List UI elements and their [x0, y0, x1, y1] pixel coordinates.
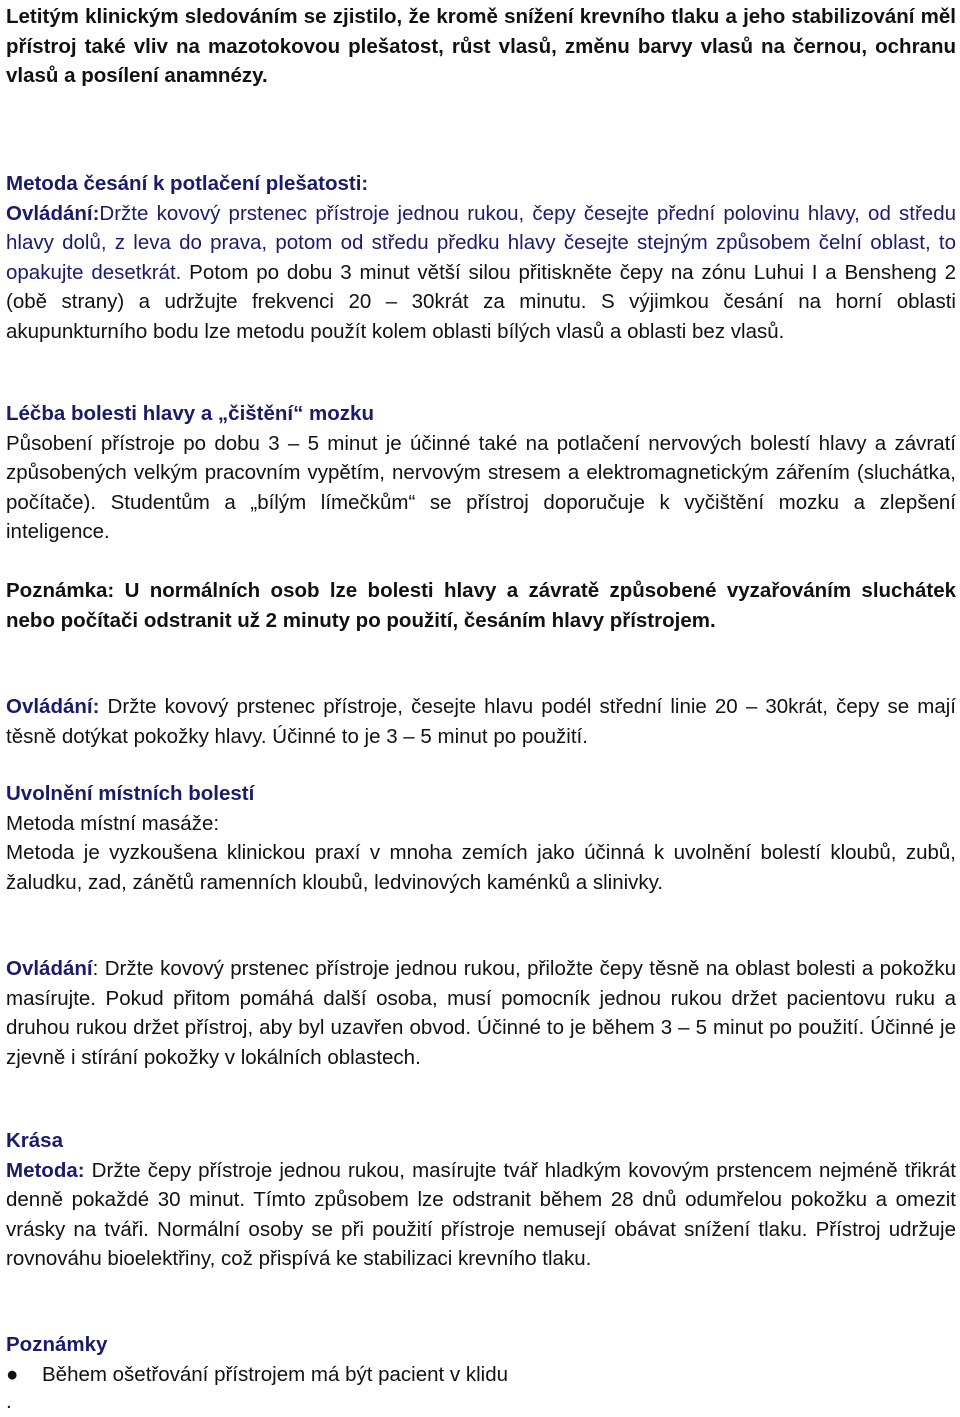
control1-paragraph [6, 692, 956, 751]
baldness-paragraph [6, 199, 956, 347]
headache-paragraph: Působení přístroje po dobu 3 – 5 minut je účinné také na potlačení nervových bolestí hlavy a závratí způsobených velkým pracovním vypětím, nervovým stresem a elektromagnetickým zářením (sluchátka, počítače). Studentům a „bílým límečkům“ se přístroj doporučuje k vyčištění mozku a zlepšení inteligence. [6, 431, 956, 543]
beauty-heading: Krása [6, 1129, 63, 1152]
baldness-section [6, 169, 956, 346]
headache-heading: Léčba bolesti hlavy a „čištění“ mozku [6, 402, 374, 425]
beauty-method-label: Metoda: [6, 1158, 85, 1182]
beauty-section [6, 1126, 956, 1274]
baldness-text-a: Držte kovový prstenec přístroje jednou rukou, čepy česejte přední polovinu hlavy, od středu hlavy dolů, z leva do prava, potom od středu předku hlavy česejte stejným způsobem čelní oblast, to opakujte desetkrát. [6, 201, 956, 284]
headache-section [6, 399, 956, 547]
pain-heading: Uvolnění místních bolestí [6, 782, 255, 805]
beauty-paragraph [6, 1156, 956, 1274]
control1-label: Ovládání: [6, 695, 100, 718]
control2-label: Ovládání [6, 957, 93, 980]
trailing-dot: . [6, 1390, 12, 1413]
bullet-icon: ● [6, 1363, 19, 1386]
baldness-heading: Metoda česání k potlačení plešatosti: [6, 172, 369, 195]
baldness-text-b: Potom po dobu 3 minut větší silou přitiskněte čepy na zónu Luhui I a Bensheng 2 (obě strany) a udržujte frekvenci 20 – 30krát za minutu. S výjimkou česání na horní oblasti akupunkturního bodu lze metodu použít kolem oblasti bílých vlasů a oblasti bez vlasů. [6, 260, 956, 343]
note-paragraph: Poznámka: U normálních osob lze bolesti hlavy a závratě způsobené vyzařováním sluchátek nebo počítači odstranit už 2 minuty po použití, česáním hlavy přístrojem. [6, 579, 956, 632]
beauty-text: Držte čepy přístroje jednou rukou, masírujte tvář hladkým kovovým prstencem nejméně třikrát denně pokaždé 30 minut. Tímto způsobem lze odstranit během 28 dnů odumřelou pokožku a omezit vrásky na tváři. Normální osoby se při použití přístroje nemusejí obávat snížení tlaku. Přístroj udržuje rovnováhu bioelektřiny, což přispívá ke stabilizaci krevního tlaku. [6, 1158, 956, 1270]
baldness-control-label: Ovládání: [6, 201, 100, 225]
control2-paragraph [6, 954, 956, 1072]
notes-item-text: Během ošetřování přístrojem má být pacient v klidu [42, 1363, 509, 1386]
intro-paragraph: Letitým klinickým sledováním se zjistilo, že kromě snížení krevního tlaku a jeho stabilizování měl přístroj také vliv na mazotokovou plešatost, růst vlasů, změnu barvy vlasů na černou, ochranu vlasů a posílení anamnézy. [6, 5, 956, 87]
list-item [6, 1360, 946, 1390]
notes-heading: Poznámky [6, 1333, 108, 1356]
pain-subheading: Metoda místní masáže: [6, 811, 220, 835]
pain-section [6, 779, 956, 897]
control1-text: Držte kovový prstenec přístroje, česejte hlavu podél střední linie 20 – 30krát, čepy se mají těsně dotýkat pokožky hlavy. Účinné to je 3 – 5 minut po použití. [6, 695, 956, 748]
control2-text: : Držte kovový prstenec přístroje jednou rukou, přiložte čepy těsně na oblast bolesti a pokožku masírujte. Pokud přitom pomáhá další osoba, musí pomocník jednou rukou držet pacientovu ruku a druhou rukou držet přístroj, aby byl uzavřen obvod. Účinné to je během 3 – 5 minut po použití. Účinné je zjevně i stírání pokožky v lokálních oblastech. [6, 957, 956, 1069]
pain-paragraph: Metoda je vyzkoušena klinickou praxí v mnoha zemích jako účinná k uvolnění bolestí kloubů, zubů, žaludku, zad, zánětů ramenních kloubů, ledvinových kaménků a slinivky. [6, 841, 956, 894]
